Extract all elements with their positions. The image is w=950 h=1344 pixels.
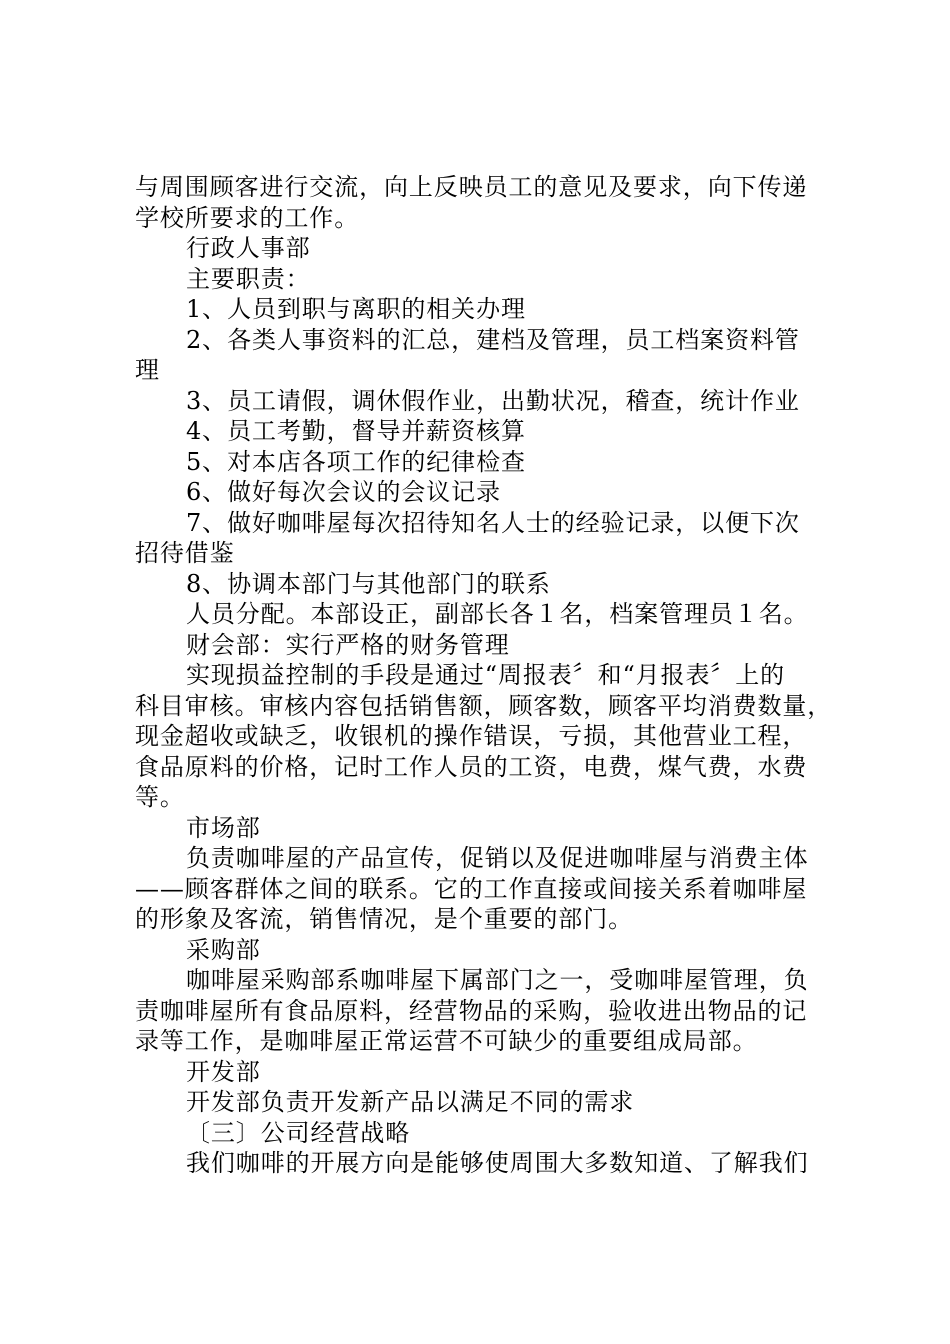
section-heading-purchasing: 采购部	[186, 935, 261, 964]
text-line: 与周围顾客进行交流，向上反映员工的意见及要求，向下传递	[135, 173, 808, 201]
list-item: 5、对本店各项工作的纪律检查	[186, 447, 526, 476]
text-line: 现金超收或缺乏，收银机的操作错误，亏损，其他营业工程，	[135, 722, 808, 750]
list-item: 1、人员到职与离职的相关办理	[186, 295, 526, 323]
text-line: 科目审核。审核内容包括销售额，顾客数，顾客平均消费数量，	[135, 691, 833, 720]
paragraph-line: 开发部负责开发新产品以满足不同的需求	[186, 1088, 635, 1116]
list-item: 2、各类人事资料的汇总，建档及管理，员工档案资料管	[186, 325, 800, 354]
paragraph-line: 负责咖啡屋的产品宣传，促销以及促进咖啡屋与消费主体	[186, 844, 809, 872]
text-line: 食品原料的价格，记时工作人员的工资，电费，煤气费，水费	[135, 752, 808, 781]
section-heading-development: 开发部	[186, 1057, 261, 1086]
paragraph-line: 我们咖啡的开展方向是能够使周围大多数知道、了解我们	[186, 1149, 809, 1177]
text-line: 责咖啡屋所有食品原料，经营物品的采购，验收进出物品的记	[135, 996, 808, 1025]
section-heading-strategy: 〔三〕公司经营战略	[186, 1118, 411, 1147]
list-item: 6、做好每次会议的会议记录	[186, 478, 501, 506]
text-line: 理	[135, 356, 160, 384]
text-line: 的形象及客流，销售情况，是个重要的部门。	[135, 905, 633, 933]
section-heading-marketing: 市场部	[186, 813, 261, 842]
list-item: 3、员工请假，调休假作业，出勤状况，稽查，统计作业	[186, 386, 800, 415]
list-item: 7、做好咖啡屋每次招待知名人士的经验记录，以便下次	[186, 508, 800, 537]
text-line: 学校所要求的工作。	[135, 203, 360, 232]
list-item: 4、员工考勤，督导并薪资核算	[186, 417, 526, 445]
text-line: ——顾客群体之间的联系。它的工作直接或间接关系着咖啡屋	[135, 874, 808, 903]
text-line: 录等工作，是咖啡屋正常运营不可缺少的重要组成局部。	[135, 1027, 758, 1055]
text-line: 招待借鉴	[135, 539, 235, 567]
section-heading-finance: 财会部：实行严格的财务管理	[186, 630, 510, 659]
paragraph-line: 人员分配。本部设正，副部长各１名，档案管理员１名。	[186, 600, 809, 628]
paragraph-line: 实现损益控制的手段是通过“周报表〞和“月报表〞上的	[186, 661, 786, 689]
section-heading-admin-hr: 行政人事部	[186, 234, 311, 262]
subheading-main-duties: 主要职责：	[186, 264, 311, 293]
text-line: 等。	[135, 783, 185, 811]
paragraph-line: 咖啡屋采购部系咖啡屋下属部门之一，受咖啡屋管理，负	[186, 966, 809, 994]
list-item: 8、协调本部门与其他部门的联系	[186, 569, 551, 598]
document-page	[135, 172, 835, 1179]
